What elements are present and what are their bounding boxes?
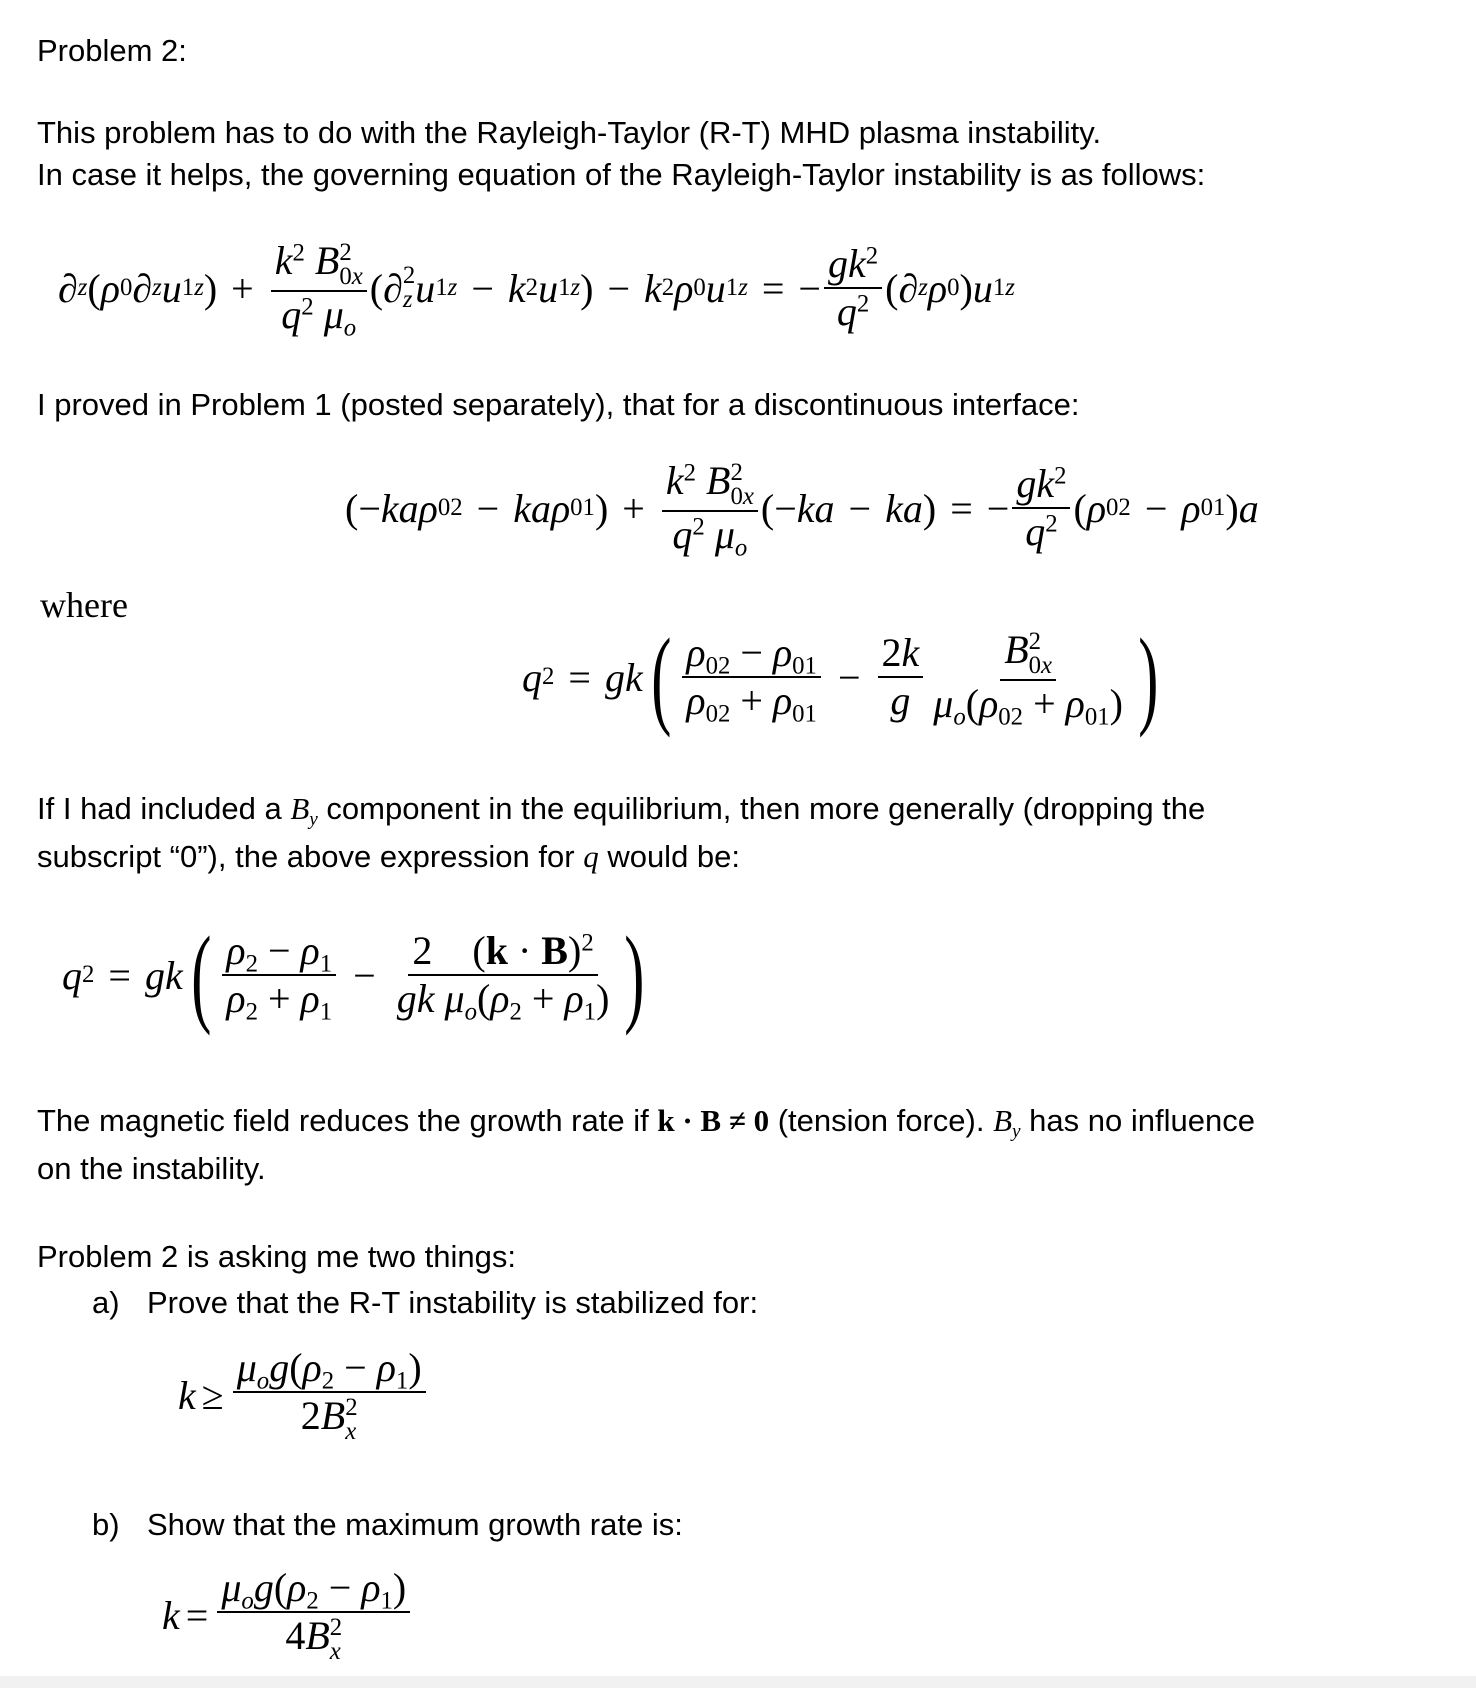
by-symbol-2-sub: y (1012, 1120, 1021, 1142)
item-a-text: Prove that the R-T instability is stabilized for: (147, 1285, 759, 1320)
q-symbol: q (583, 839, 599, 874)
where-label: where (40, 585, 128, 625)
problem-title: Problem 2: (37, 33, 187, 68)
item-b-label: b) (92, 1507, 120, 1542)
general-text-line2-part2: would be: (598, 839, 741, 874)
interface-equation: (− kaρ 02 − kaρ 01 ) + $k^2$ B 2 0x $q^2$ $\mu_o$ (− ka − ka ) = − $\frac{gk^2}{q^2}$ ( ρ 02 − ρ 01 ) a (345, 457, 1259, 562)
stability-condition-equation: k ≥ $\mu_og(\rho_2 - \rho_1)$ 2B 2 x (178, 1340, 429, 1450)
magnetic-text-line-2: on the instability. (37, 1151, 266, 1186)
general-text-line-1 (37, 786, 1205, 832)
intro-line-2: In case it helps, the governing equation of the Rayleigh-Taylor instability is as follows: (37, 157, 1206, 192)
q-squared-general-equation: q 2 = gk ( $\frac{\rho_2 - \rho_1}{\rho_2 + \rho_1}$ − $\frac{2 (k \cdot B)^2}{gk \mu_o(\rho_2 + \rho_1)}$ ) (62, 914, 645, 1036)
magnetic-text-part2: (tension force). (769, 1103, 994, 1138)
magnetic-text-line-1 (37, 1098, 1255, 1144)
governing-equation: ∂ z ( ρ 0 ∂ z u 1z ) + $k^2$ B 2 0x $q^2$ $\mu_o$ ( ∂ 2 z u 1z − k 2 u 1z ) − k 2 ρ 0 u 1z = − $\frac{gk^2}{q^2}$ ( ∂ z ρ 0 ) u 1z (58, 237, 1015, 342)
intro-line-1: This problem has to do with the Rayleigh-Taylor (R-T) MHD plasma instability. (37, 115, 1102, 150)
q-squared-equation: q 2 = gk ( $\frac{\rho_{02} - \rho_{01}}{\rho_{02} + \rho_{01}}$ − $\frac{2k}{g}$ B 2 0x $\mu_o(\rho_{02} + \rho_{01})$ ) (522, 616, 1159, 738)
general-text-part2: component in the equilibrium, then more generally (dropping the (317, 791, 1206, 826)
general-text-line2-part1: subscript “0”), the above expression for (37, 839, 584, 874)
by-symbol-sub: y (309, 808, 318, 830)
by-symbol: B (290, 791, 310, 826)
problem1-statement: I proved in Problem 1 (posted separately), that for a discontinuous interface: (37, 387, 1080, 422)
page-bottom-edge (0, 1676, 1476, 1688)
item-b-text: Show that the maximum growth rate is: (147, 1507, 683, 1542)
k-dot-b-expression: k · B ≠ 0 (657, 1103, 770, 1138)
max-growth-equation: k = $\mu_og(\rho_2 - \rho_1)$ 4B 2 x (162, 1560, 413, 1670)
general-text-line-2 (37, 834, 740, 880)
magnetic-text-part3: has no influence (1020, 1103, 1255, 1138)
general-text-part1: If I had included a (37, 791, 291, 826)
item-a-label: a) (92, 1285, 120, 1320)
by-symbol-2: B (993, 1103, 1013, 1138)
magnetic-text-part1: The magnetic field reduces the growth rate if (37, 1103, 658, 1138)
asking-text: Problem 2 is asking me two things: (37, 1239, 516, 1274)
